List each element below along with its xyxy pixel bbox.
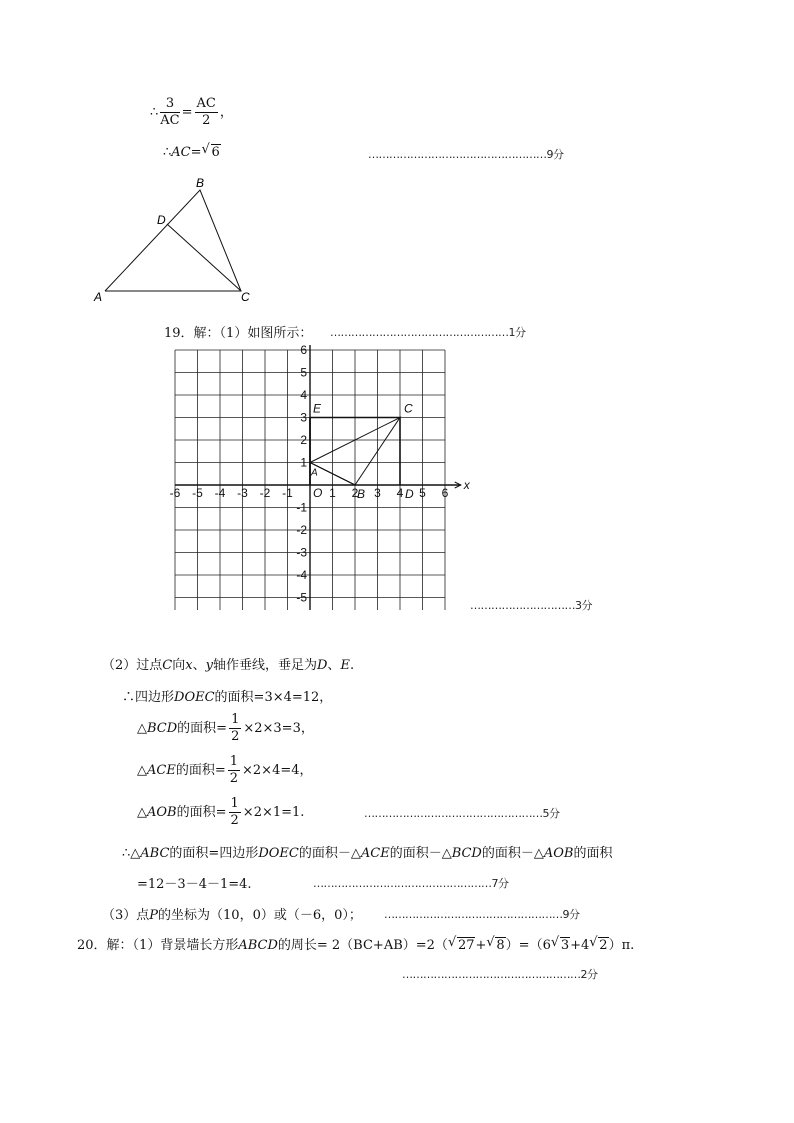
equals-sign: = bbox=[190, 145, 202, 160]
sqrt-3: √ 3 bbox=[560, 937, 570, 953]
triangle-symbol: △ bbox=[137, 805, 147, 820]
part3-statement bbox=[102, 904, 362, 923]
text: 的面积=四边形 bbox=[169, 846, 259, 861]
text: ×2×1=1. bbox=[242, 805, 305, 820]
triangle-abc-outline bbox=[105, 190, 241, 291]
text: （2）过点 bbox=[102, 658, 163, 673]
numerator: 3 bbox=[160, 96, 179, 113]
text: . bbox=[349, 658, 355, 673]
score-3: …………………………3分 bbox=[470, 599, 592, 612]
abcd-var: ABCD bbox=[238, 938, 278, 953]
point-e-var: E bbox=[340, 658, 350, 673]
text: 的面积=3×4=12， bbox=[214, 690, 333, 705]
x-tick-label: 2 bbox=[351, 486, 359, 500]
bcd-var: BCD bbox=[147, 721, 178, 736]
text: ）=（6 bbox=[505, 938, 551, 953]
y-tick-label: 5 bbox=[300, 365, 307, 380]
x-tick-label: -4 bbox=[214, 486, 226, 500]
text: 、 bbox=[327, 658, 341, 673]
coordinate-grid bbox=[165, 345, 475, 610]
segment-dc bbox=[167, 224, 241, 291]
aob-var: AOB bbox=[543, 846, 574, 861]
score-1: ……………………………………………1分 bbox=[330, 326, 526, 339]
sqrt-8: √ 8 bbox=[495, 937, 505, 953]
text: ）π. bbox=[608, 938, 635, 953]
sqrt-27: √ 27 bbox=[457, 937, 476, 953]
label-a: A bbox=[94, 290, 103, 304]
numerator: 1 bbox=[229, 754, 239, 769]
text: ×2×4=4， bbox=[242, 763, 313, 778]
aob-var: AOB bbox=[147, 805, 177, 820]
x-tick-label: 1 bbox=[329, 486, 336, 500]
q20-line bbox=[77, 934, 634, 953]
text: 的面积= bbox=[177, 721, 228, 736]
triangle-symbol: △ bbox=[137, 721, 147, 736]
fraction-half bbox=[229, 796, 241, 829]
area-doec-line bbox=[122, 686, 332, 705]
x-tick-label: 6 bbox=[441, 486, 449, 500]
x-tick-label: 3 bbox=[374, 486, 381, 500]
y-tick-label: -5 bbox=[296, 590, 307, 605]
score-9-b: ……………………………………………9分 bbox=[384, 908, 580, 921]
fraction-3-over-ac bbox=[160, 96, 179, 129]
text: 20．解：（1）背景墙长方形 bbox=[77, 938, 239, 953]
area-aob-line bbox=[137, 796, 304, 829]
x-var: x bbox=[185, 658, 193, 673]
text: （3）点 bbox=[102, 908, 150, 923]
text: 的面积 bbox=[573, 846, 613, 861]
text: 的坐标为（10，0）或（－6，0）； bbox=[158, 908, 362, 923]
text: 、 bbox=[192, 658, 206, 673]
text: 的周长= 2（BC+AB）=2（ bbox=[277, 938, 448, 953]
denominator: 2 bbox=[230, 813, 239, 828]
text: 的面积= bbox=[175, 763, 226, 778]
ace-var: ACE bbox=[147, 763, 176, 778]
label-b: B bbox=[196, 176, 205, 190]
y-tick-label: 3 bbox=[300, 410, 307, 425]
part2-statement bbox=[102, 654, 354, 673]
therefore-symbol: ∴ bbox=[163, 145, 172, 160]
y-tick-label: -3 bbox=[296, 545, 307, 560]
comma: ， bbox=[219, 105, 233, 120]
denominator: AC bbox=[160, 113, 180, 128]
text: 的面积= bbox=[176, 805, 227, 820]
text: +4 bbox=[570, 938, 590, 953]
text: ∴△ bbox=[122, 846, 141, 861]
doec-var: DOEC bbox=[258, 846, 299, 861]
point-p-var: P bbox=[149, 908, 159, 923]
text: ∴四边形 bbox=[122, 690, 175, 705]
point-e-label: E bbox=[313, 401, 322, 416]
y-var: y bbox=[205, 658, 213, 673]
x-tick-label: -1 bbox=[282, 486, 293, 500]
x-tick-label: 4 bbox=[396, 486, 404, 500]
text: 的面积－△ bbox=[298, 846, 361, 861]
ac-variable: AC bbox=[171, 145, 191, 160]
area-ace-line bbox=[137, 754, 313, 787]
area-abc-result: =12－3－4－1=4. bbox=[137, 877, 252, 892]
therefore-symbol: ∴ bbox=[150, 105, 159, 120]
x-axis-label: x bbox=[463, 478, 470, 492]
origin-label: O bbox=[313, 486, 323, 500]
abc-var: ABC bbox=[140, 846, 170, 861]
y-tick-label: 6 bbox=[300, 345, 307, 357]
area-abc-line bbox=[122, 842, 612, 861]
sqrt-six: √ 6 bbox=[211, 144, 221, 160]
y-tick-label: 2 bbox=[300, 433, 307, 447]
text: 向 bbox=[172, 658, 186, 673]
fraction-ac-over-2 bbox=[195, 96, 218, 129]
score-7: ……………………………………………7分 bbox=[313, 877, 509, 890]
x-tick-label: -5 bbox=[192, 486, 203, 500]
point-a-label: A bbox=[311, 467, 318, 479]
numerator: 1 bbox=[231, 712, 240, 727]
text: 的面积－△ bbox=[389, 846, 452, 861]
x-tick-label: -2 bbox=[259, 486, 271, 500]
x-tick-label: -6 bbox=[169, 486, 181, 500]
triangle-figure bbox=[90, 172, 260, 307]
x-tick-label: 5 bbox=[419, 486, 426, 500]
score-5: ……………………………………………5分 bbox=[364, 807, 560, 820]
denominator: 2 bbox=[231, 729, 240, 744]
area-bcd-line bbox=[137, 712, 314, 745]
doec-var: DOEC bbox=[174, 690, 215, 705]
q19-heading: 19．解：（1）如图所示： bbox=[164, 326, 313, 341]
point-b-label: B bbox=[357, 487, 366, 501]
y-tick-label: -2 bbox=[296, 523, 307, 537]
text: + bbox=[475, 938, 487, 953]
label-c: C bbox=[241, 290, 250, 304]
denominator: 2 bbox=[229, 771, 239, 786]
ace-var: ACE bbox=[360, 846, 390, 861]
numerator: 1 bbox=[230, 796, 239, 811]
numerator: AC bbox=[196, 96, 216, 111]
label-d: D bbox=[157, 213, 166, 227]
ac-result-line bbox=[163, 144, 221, 160]
x-tick-label: -3 bbox=[237, 486, 248, 500]
y-tick-label: -1 bbox=[296, 500, 307, 515]
point-d-var: D bbox=[316, 658, 328, 673]
score-2: ……………………………………………2分 bbox=[402, 968, 598, 981]
y-tick-label: -4 bbox=[296, 568, 307, 582]
fraction-half bbox=[229, 712, 241, 745]
fraction-half bbox=[228, 754, 240, 787]
triangle-symbol: △ bbox=[137, 763, 147, 778]
sqrt-2: √ 2 bbox=[598, 937, 608, 953]
y-tick-label: 1 bbox=[300, 455, 307, 470]
text: 轴作垂线，垂足为 bbox=[212, 658, 317, 673]
score-9-a: ……………………………………………9分 bbox=[368, 148, 564, 161]
denominator: 2 bbox=[202, 113, 211, 128]
text: 的面积－△ bbox=[481, 846, 544, 861]
text: ×2×3=3， bbox=[243, 721, 314, 736]
point-c-var: C bbox=[162, 658, 173, 673]
point-d-label: D bbox=[405, 487, 414, 501]
ratio-equation: ∴ $\frac{3}{AC}$ = $\frac{AC}{2}$ ， bbox=[150, 96, 233, 128]
bcd-var: BCD bbox=[451, 846, 482, 861]
point-c-label: C bbox=[404, 401, 413, 416]
y-tick-label: 4 bbox=[300, 388, 307, 402]
